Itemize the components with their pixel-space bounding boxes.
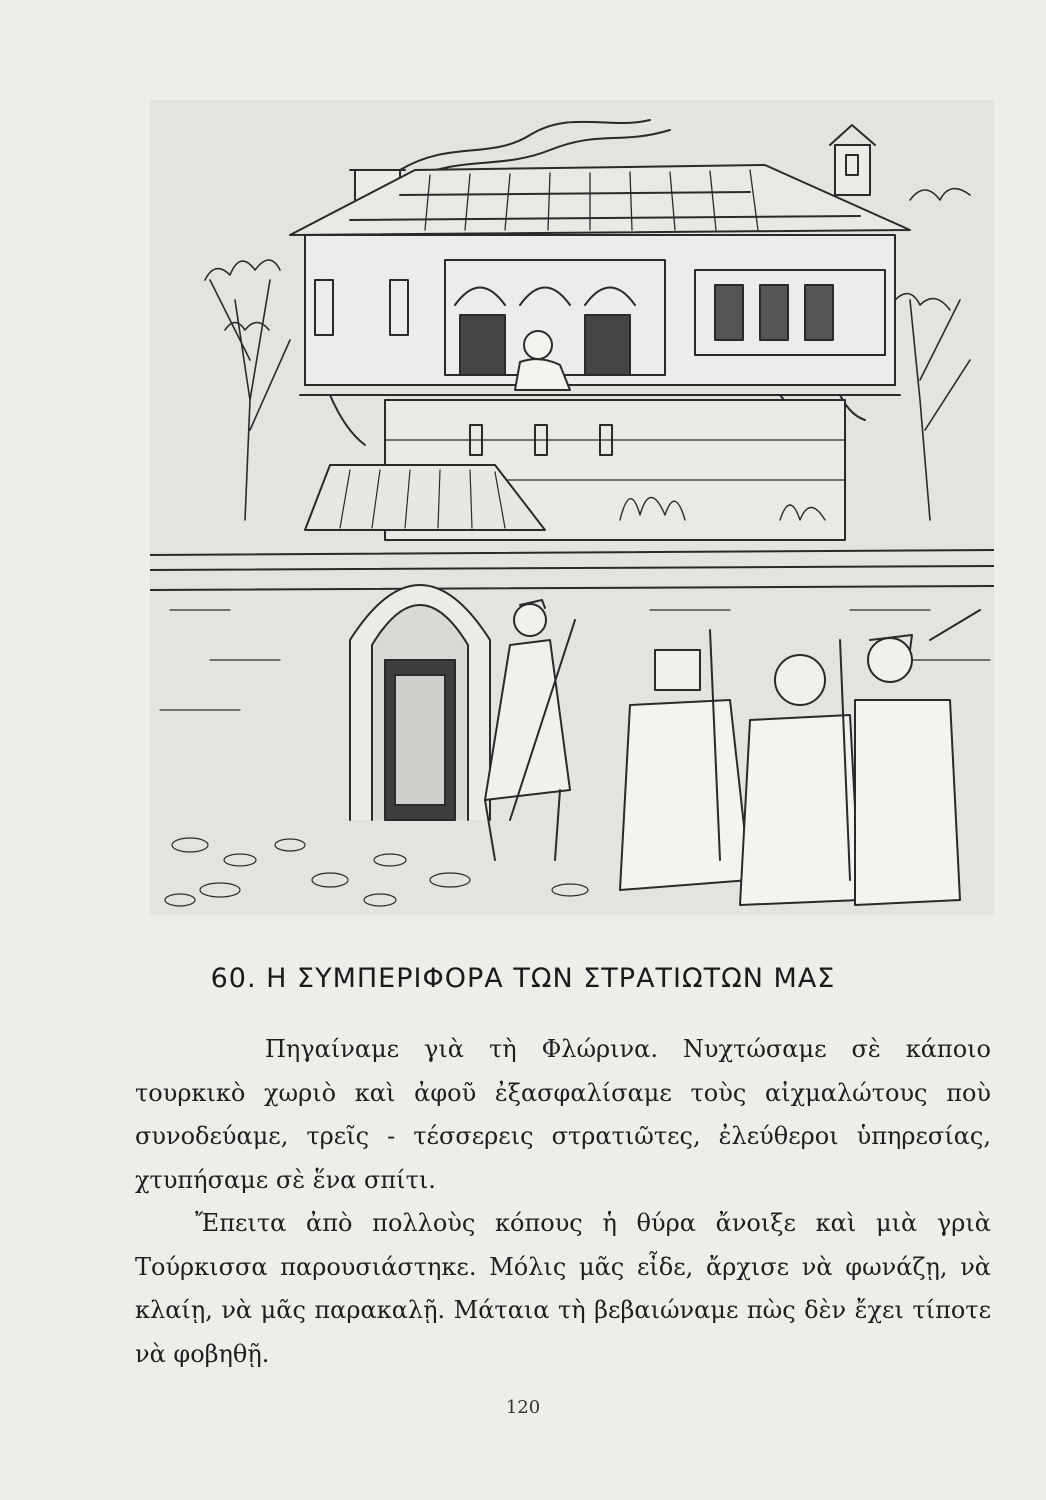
paragraph-2: Ἔπειτα ἀπὸ πολλοὺς κόπους ἡ θύρα ἄνοιξε καὶ μιὰ γριὰ Τούρκισσα παρουσιάστηκε. Μόλις μᾶς εἶδε, ἄρχισε νὰ φωνάζῃ, νὰ κλαίῃ, νὰ μᾶς παρακαλῇ. Μάταια τὴ βεβαιώναμε πὼς δὲν ἔχει τίποτε νὰ φοβηθῇ.: [135, 1209, 991, 1368]
gate-arch: [350, 585, 490, 820]
chapter-title: 60. Η ΣΥΜΠΕΡΙΦΟΡΑ ΤΩΝ ΣΤΡΑΤΙΩΤΩΝ ΜΑΣ: [210, 963, 836, 994]
body-text: [135, 1028, 991, 1376]
page-number: 120: [505, 1397, 541, 1418]
soldier-2: [740, 640, 860, 905]
soldier-3: [855, 610, 980, 905]
house-upper-floor: [300, 235, 900, 395]
soldier-1: [620, 630, 750, 890]
tower: [830, 125, 875, 195]
cobblestones: [165, 838, 588, 906]
illustration: [150, 100, 994, 915]
paragraph-1: Πηγαίναμε γιὰ τὴ Φλώρινα. Νυχτώσαμε σὲ κάποιο τουρκικὸ χωριὸ καὶ ἀφοῦ ἐξασφαλίσαμε τοὺς αἰχμαλώτους ποὺ συνοδεύαμε, τρεῖς - τέσσερεις στρατιῶτες, ἐλεύθεροι ὑπηρεσίας, χτυπήσαμε σὲ ἕνα σπίτι.: [135, 1035, 991, 1194]
soldier-at-door: [485, 600, 575, 860]
tree-left: [205, 260, 290, 520]
tree-right: [895, 189, 970, 520]
